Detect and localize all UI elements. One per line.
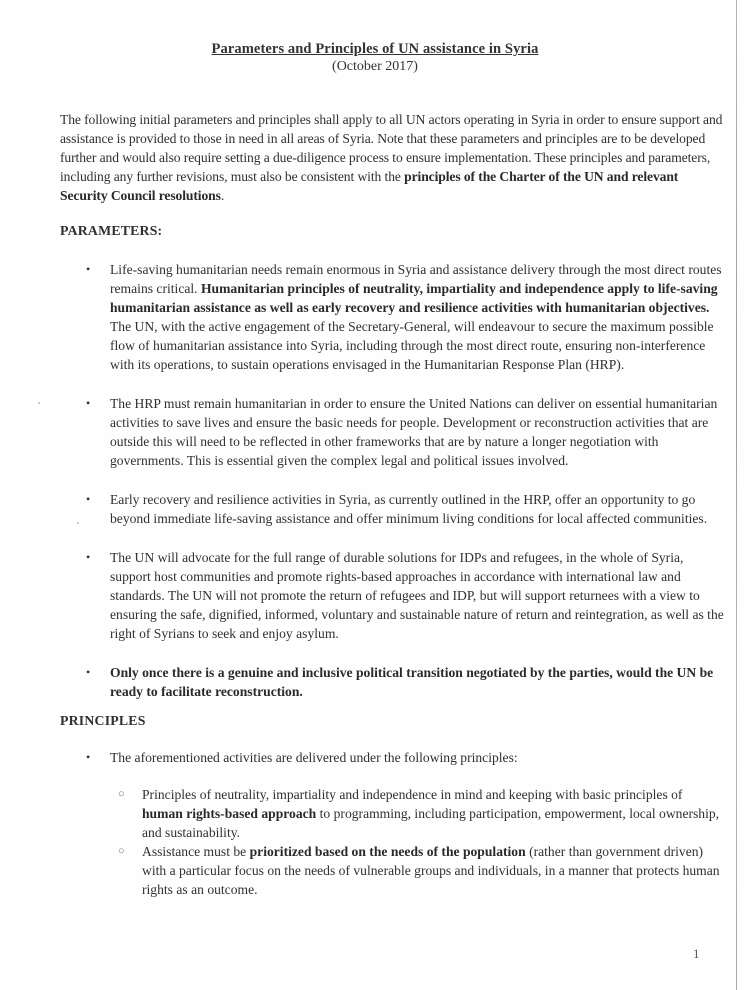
- document-title: Parameters and Principles of UN assistance in Syria: [211, 41, 539, 57]
- parameter-bold-text: Only once there is a genuine and inclusive political transition negotiated by the parties, would the UN be ready to facilitate reconstruction.: [110, 665, 714, 699]
- principle-text: The aforementioned activities are delivered under the following principles:: [110, 750, 518, 765]
- document-date: (October 2017): [332, 59, 418, 74]
- principles-list: [60, 748, 725, 899]
- principle-item: [60, 748, 725, 899]
- bullet-icon: •: [86, 665, 91, 679]
- sub-item-bold-text: human rights-based approach: [142, 806, 317, 821]
- bullet-icon: •: [86, 262, 91, 276]
- parameter-item: [60, 260, 725, 374]
- parameter-item: [60, 548, 725, 643]
- principles-sub-list: [110, 785, 725, 899]
- principles-heading: PRINCIPLES: [60, 713, 146, 728]
- bullet-icon: •: [86, 550, 91, 564]
- circle-bullet-icon: ○: [118, 845, 125, 857]
- parameter-bold-text: Humanitarian principles of neutrality, impartiality and independence apply to life-saving humanitarian assistance as well as early recovery and resilience activities with humanitarian objectives.: [110, 281, 718, 315]
- document-body: [60, 110, 725, 919]
- intro-text: The following initial parameters and principles shall apply to all UN actors operating in Syria in order to ensure support and assistance is provided to those in need in all areas of Syria. Note that these parameters and principles are to be developed further and would also require setting a due-diligence process to ensure implementation. These principles and parameters, including any further revisions, must also be consistent with the: [60, 112, 723, 184]
- sub-item-bold-text: prioritized based on the needs of the population: [249, 844, 526, 859]
- parameters-list: [60, 260, 725, 701]
- bullet-icon: •: [86, 492, 91, 506]
- circle-bullet-icon: ○: [118, 788, 125, 800]
- intro-paragraph: [60, 110, 725, 205]
- parameter-text: The UN, with the active engagement of the Secretary-General, will endeavour to secure the maximum possible flow of humanitarian assistance into Syria, including through the most direct route, ensuring non-interference with its operations, to sustain operations envisaged in the Humanitarian Response Plan (HRP).: [110, 319, 714, 372]
- parameters-heading: PARAMETERS:: [60, 223, 163, 238]
- parameter-item: [60, 490, 725, 528]
- scan-speck: [38, 402, 40, 404]
- parameter-item: [60, 394, 725, 470]
- bullet-icon: •: [86, 396, 91, 410]
- parameter-text: The UN will advocate for the full range of durable solutions for IDPs and refugees, in the whole of Syria, support host communities and promote rights-based approaches in accordance with international law and standards. The UN will not promote the return of refugees and IDP, but will support returnees with a view to ensuring the safe, dignified, informed, voluntary and sustainable nature of return and reintegration, as well as the right of Syrians to seek and enjoy asylum.: [110, 550, 724, 641]
- parameter-text: Life-saving humanitarian needs remain enormous in Syria and assistance delivery through the most direct routes remains critical.: [110, 262, 722, 296]
- page-number: 1: [693, 946, 700, 961]
- sub-item-text: Principles of neutrality, impartiality and independence in mind and keeping with basic principles of: [142, 787, 683, 802]
- parameter-text: The HRP must remain humanitarian in order to ensure the United Nations can deliver on essential humanitarian activities to save lives and ensure the basic needs for people. Development or reconstruction activities that are outside this will need to be reflected in other frameworks that are by nature a longer negotiation with governments. This is essential given the complex legal and political issues involved.: [110, 396, 718, 468]
- parameter-text: Early recovery and resilience activities in Syria, as currently outlined in the HRP, offer an opportunity to go beyond immediate life-saving assistance and offer minimum living conditions for local affected communities.: [110, 492, 708, 526]
- sub-item-text: (rather than government driven) with a particular focus on the needs of vulnerable groups and individuals, in a manner that protects human rights as an outcome.: [142, 844, 720, 897]
- intro-bold-text: principles of the Charter of the UN and relevant Security Council resolutions: [60, 169, 679, 203]
- scan-edge-line: [736, 0, 737, 990]
- principle-sub-item: [110, 842, 725, 899]
- bullet-icon: •: [86, 750, 91, 764]
- intro-text-end: .: [220, 188, 225, 203]
- parameter-item: [60, 663, 725, 701]
- sub-item-text: to programming, including participation, empowerment, local ownership, and sustainability.: [142, 806, 720, 840]
- principle-sub-item: [110, 785, 725, 842]
- sub-item-text: Assistance must be: [142, 844, 250, 859]
